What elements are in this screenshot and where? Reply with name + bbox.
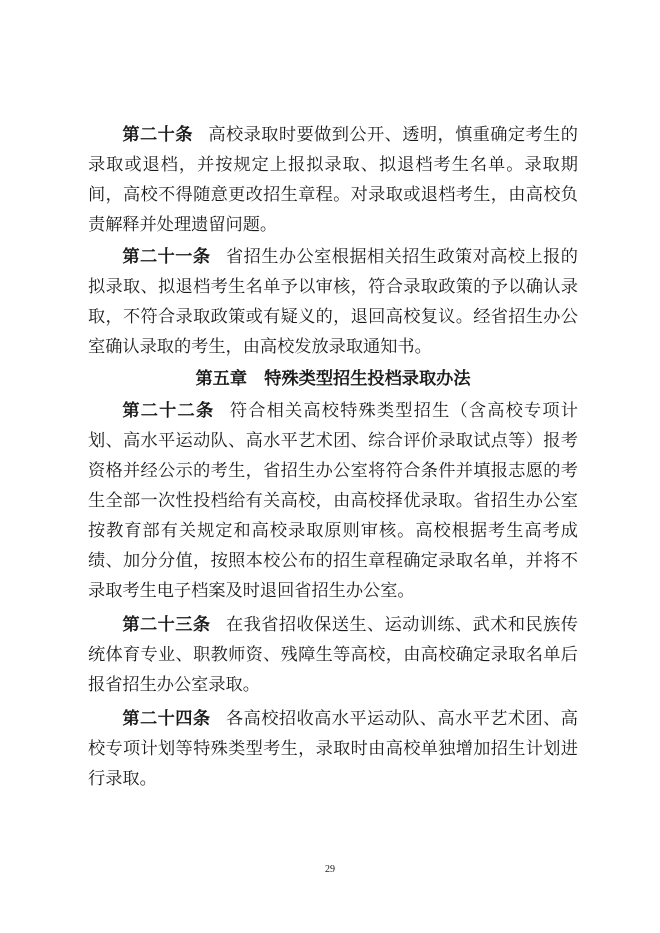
page-number: 29 <box>325 864 335 875</box>
article-21 <box>88 242 578 362</box>
chapter-number: 第五章 <box>195 369 248 389</box>
article-label: 第二十条 <box>122 125 193 145</box>
article-text: 省招生办公室根据相关招生政策对高校上报的拟录取、拟退档考生名单予以审核，符合录取政策的予以确认录取，不符合录取政策或有疑义的，退回高校复议。经省招生办公室确认录取的考生，由高校发放录取通知书。 <box>88 247 578 357</box>
article-23 <box>88 610 578 700</box>
article-24 <box>88 704 578 794</box>
chapter-heading <box>88 364 578 394</box>
article-label: 第二十二条 <box>122 401 215 421</box>
article-22 <box>88 396 578 606</box>
article-label: 第二十三条 <box>122 615 211 635</box>
article-text: 符合相关高校特殊类型招生（含高校专项计划、高水平运动队、高水平艺术团、综合评价录取试点等）报考资格并经公示的考生，省招生办公室将符合条件并填报志愿的考生全部一次性投档给有关高校，由高校择优录取。省招生办公室按教育部有关规定和高校录取原则审核。高校根据考生高考成绩、加分分值，按照本校公布的招生章程确定录取名单，并将不录取考生电子档案及时退回省招生办公室。 <box>88 401 578 601</box>
article-label: 第二十一条 <box>122 247 211 267</box>
article-label: 第二十四条 <box>122 709 211 729</box>
article-20 <box>88 120 578 240</box>
article-text: 在我省招收保送生、运动训练、武术和民族传统体育专业、职教师资、残障生等高校，由高校确定录取名单后报省招生办公室录取。 <box>88 615 578 695</box>
article-text: 各高校招收高水平运动队、高水平艺术团、高校专项计划等特殊类型考生，录取时由高校单独增加招生计划进行录取。 <box>88 709 578 789</box>
page-content <box>88 120 578 794</box>
chapter-title: 特殊类型招生投档录取办法 <box>264 369 471 389</box>
article-text: 高校录取时要做到公开、透明，慎重确定考生的录取或退档，并按规定上报拟录取、拟退档考生名单。录取期间，高校不得随意更改招生章程。对录取或退档考生，由高校负责解释并处理遗留问题。 <box>88 125 578 235</box>
